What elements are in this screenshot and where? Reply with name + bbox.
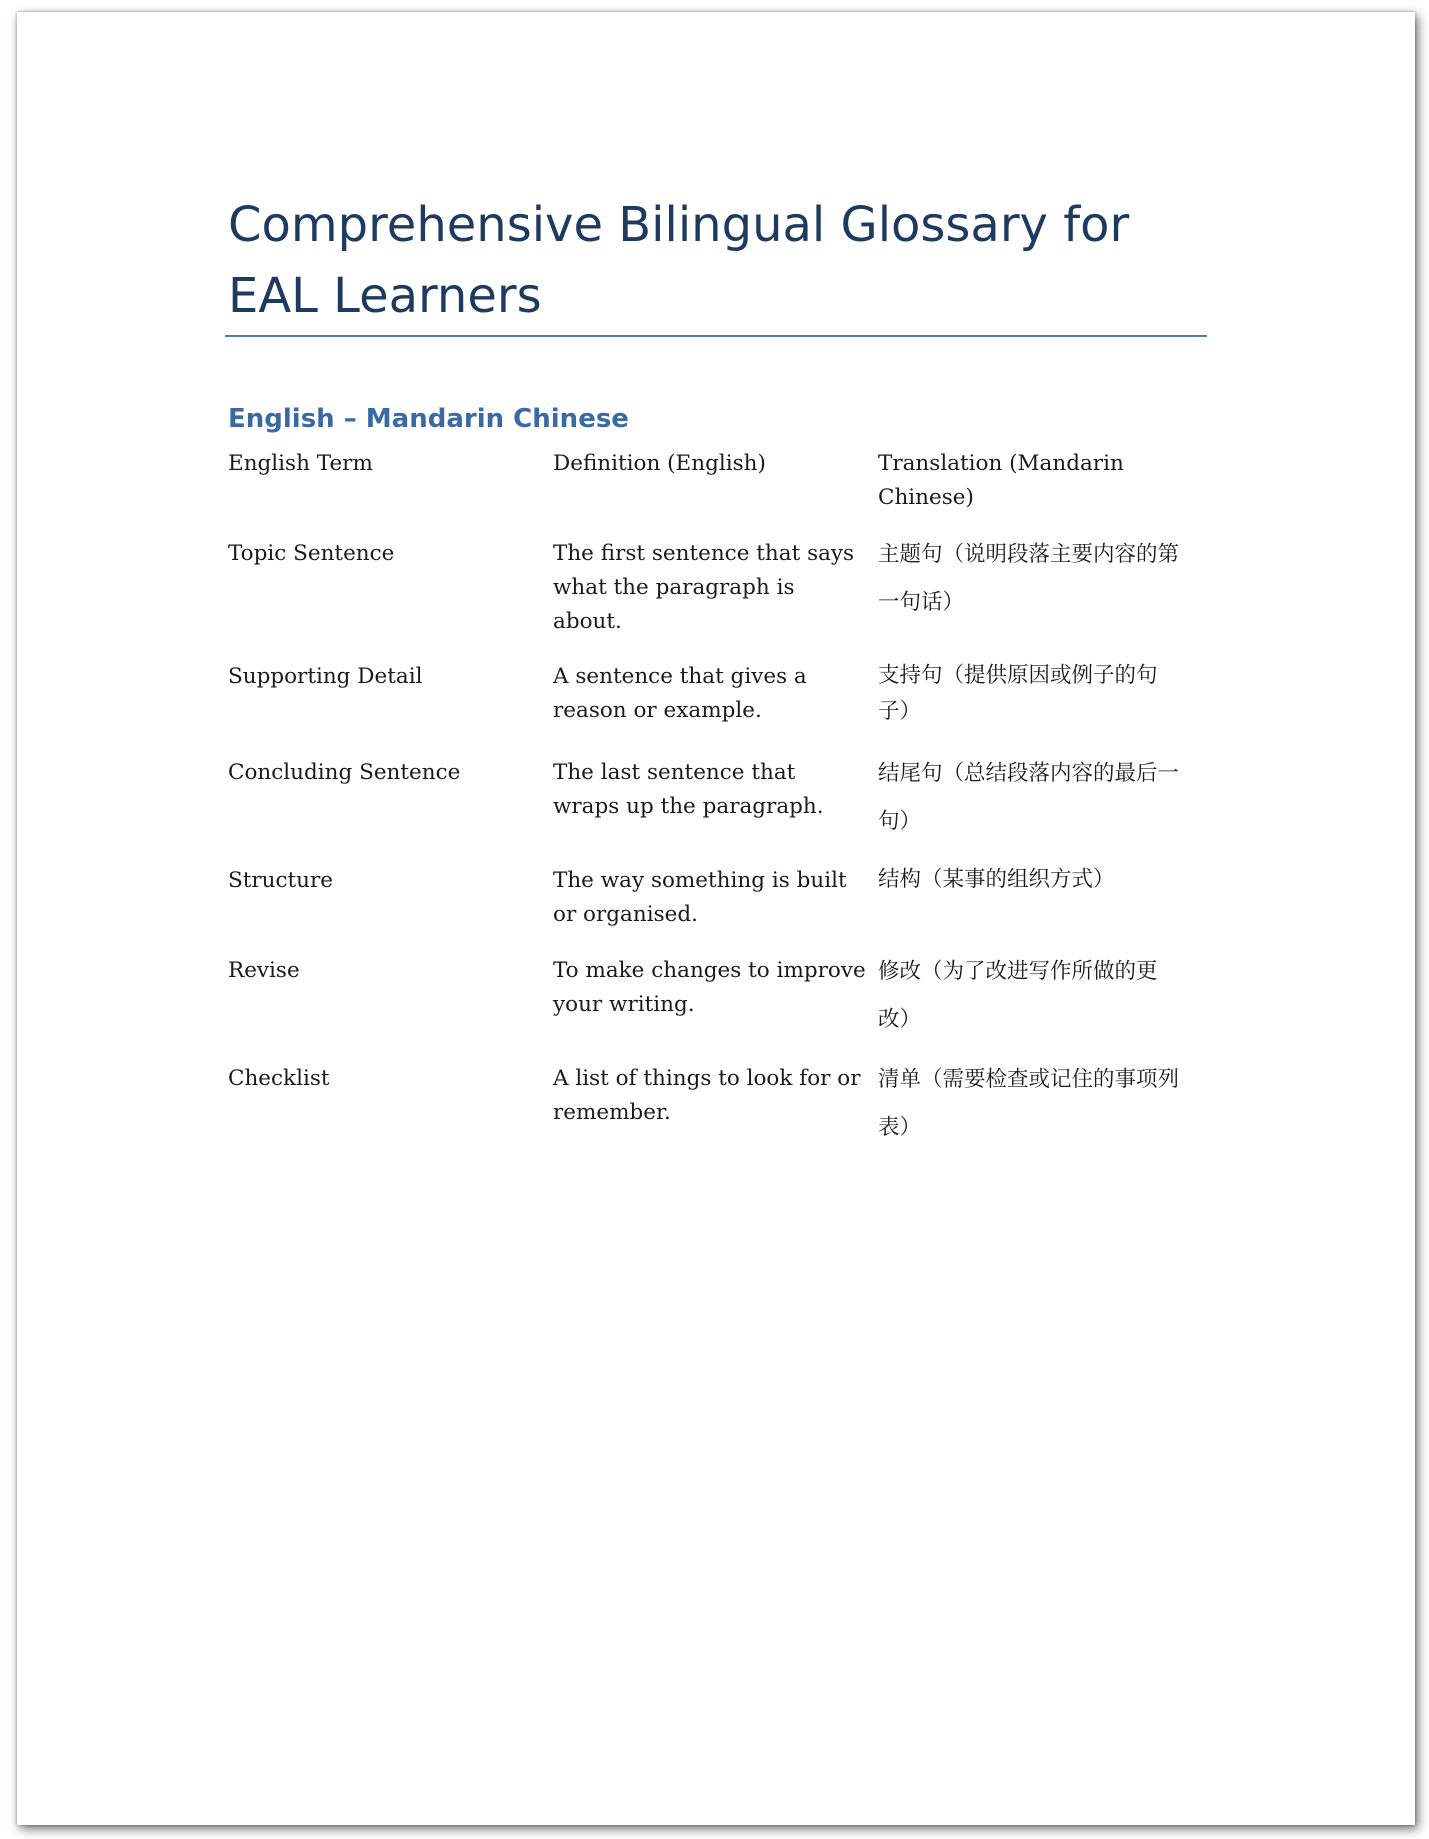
glossary-row (228, 954, 1208, 1062)
glossary-header-row (228, 447, 1208, 537)
definition-cell: To make changes to improve your writing. (553, 958, 866, 1017)
translation-cell: 支持句（提供原因或例子的句子） (878, 663, 1158, 724)
translation-cell: 修改（为了改进写作所做的更改） (878, 959, 1158, 1032)
section-heading: English – Mandarin Chinese (228, 404, 629, 434)
definition-cell: The last sentence that wraps up the paragraph. (553, 760, 824, 819)
glossary-row (228, 1062, 1208, 1172)
glossary-row (228, 864, 1208, 954)
translation-cell: 结构（某事的组织方式） (878, 867, 1115, 892)
title-divider (225, 335, 1207, 337)
term-cell: Concluding Sentence (228, 760, 461, 785)
term-cell: Supporting Detail (228, 664, 423, 689)
header-definition: Definition (English) (553, 451, 766, 476)
term-cell: Revise (228, 958, 300, 983)
definition-cell: The way something is built or organised. (553, 868, 847, 927)
header-english-term: English Term (228, 451, 373, 476)
translation-cell: 主题句（说明段落主要内容的第一句话） (878, 542, 1180, 615)
translation-cell: 清单（需要检查或记住的事项列表） (878, 1067, 1180, 1140)
translation-cell: 结尾句（总结段落内容的最后一句） (878, 761, 1180, 834)
definition-cell: A sentence that gives a reason or example. (553, 664, 807, 723)
term-cell: Topic Sentence (228, 541, 395, 566)
glossary-row (228, 537, 1208, 660)
glossary-table (228, 447, 1208, 1172)
definition-cell: A list of things to look for or remember. (553, 1066, 861, 1125)
document-page (17, 12, 1415, 1825)
glossary-row (228, 660, 1208, 756)
glossary-row (228, 756, 1208, 864)
header-translation: Translation (Mandarin Chinese) (878, 451, 1124, 510)
document-title: Comprehensive Bilingual Glossary for EAL Learners (228, 197, 1130, 324)
definition-cell: The first sentence that says what the paragraph is about. (553, 541, 855, 634)
term-cell: Checklist (228, 1066, 330, 1091)
term-cell: Structure (228, 868, 334, 893)
